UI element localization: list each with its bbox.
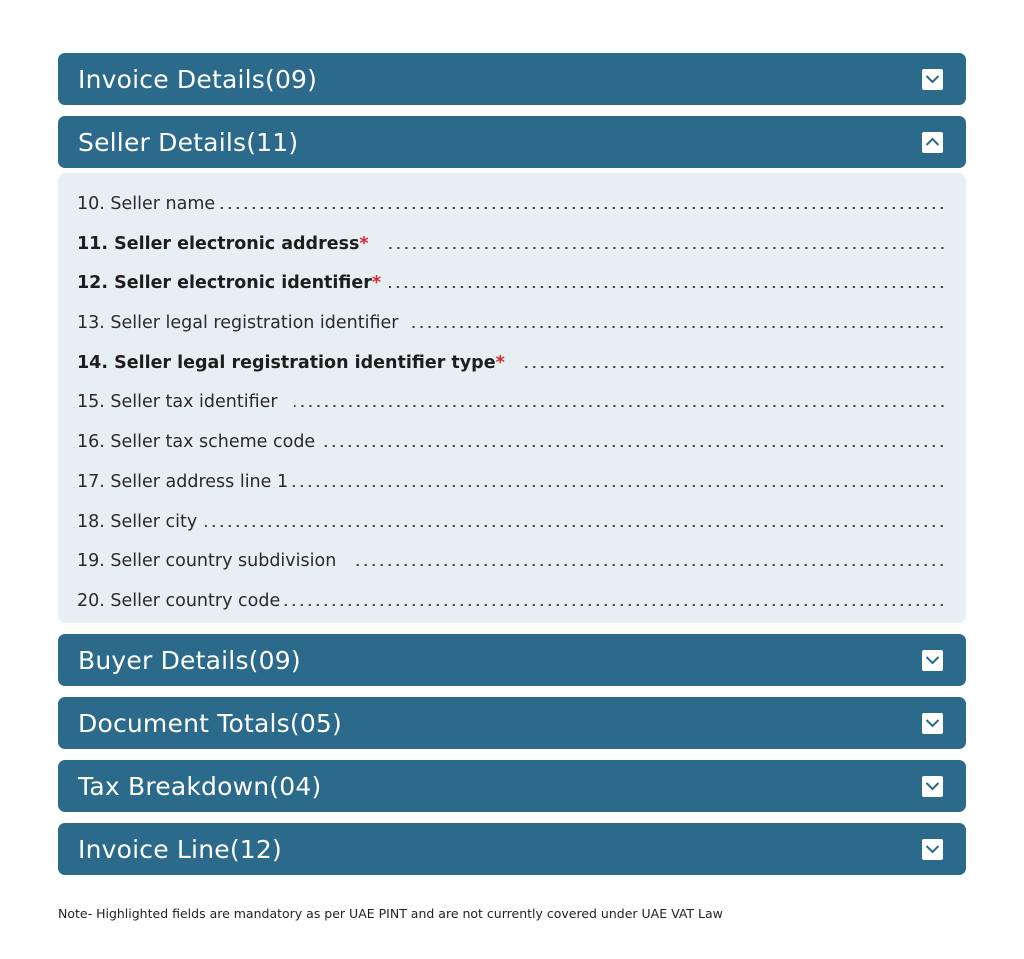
dot-leader — [292, 485, 946, 487]
field-label: 10. Seller name — [77, 194, 216, 214]
dot-leader — [410, 326, 946, 328]
accordion-header-document-totals[interactable] — [58, 697, 966, 749]
dot-leader — [521, 366, 946, 368]
accordion-header-buyer-details[interactable] — [58, 634, 966, 686]
dot-leader — [389, 286, 946, 288]
field-label: 16. Seller tax scheme code — [77, 432, 316, 452]
required-marker: * — [359, 234, 369, 254]
section-title: Invoice Line(12) — [78, 834, 282, 864]
footnote: Note- Highlighted fields are mandatory as per UAE PINT and are not currently covered under UAE VAT Law — [58, 906, 723, 921]
field-row — [77, 428, 946, 452]
field-row — [77, 388, 946, 412]
dot-leader — [389, 247, 946, 249]
accordion-header-tax-breakdown[interactable] — [58, 760, 966, 812]
chevron-down-icon[interactable] — [922, 713, 943, 734]
section-title: Document Totals(05) — [78, 708, 342, 738]
field-row — [77, 309, 946, 333]
field-row — [77, 269, 946, 293]
chevron-up-icon[interactable] — [922, 132, 943, 153]
field-row — [77, 587, 946, 611]
accordion-header-invoice-line[interactable] — [58, 823, 966, 875]
field-label: 13. Seller legal registration identifier — [77, 313, 399, 333]
accordion-header-invoice-details[interactable] — [58, 53, 966, 105]
section-title: Tax Breakdown(04) — [78, 771, 322, 801]
field-row — [77, 468, 946, 492]
dot-leader — [205, 525, 946, 527]
accordion-header-seller-details[interactable] — [58, 116, 966, 168]
dot-leader — [282, 604, 946, 606]
field-row — [77, 547, 946, 571]
field-label: 18. Seller city — [77, 512, 198, 532]
field-label: 14. Seller legal registration identifier type* — [77, 353, 505, 373]
field-label: 20. Seller country code — [77, 591, 281, 611]
field-row — [77, 349, 946, 373]
section-title: Seller Details(11) — [78, 127, 299, 157]
field-label: 19. Seller country subdivision — [77, 551, 337, 571]
field-row — [77, 508, 946, 532]
field-label: 17. Seller address line 1 — [77, 472, 289, 492]
dot-leader — [356, 564, 946, 566]
dot-leader — [294, 405, 946, 407]
field-label: 11. Seller electronic address* — [77, 234, 369, 254]
field-row — [77, 230, 946, 254]
chevron-down-icon[interactable] — [922, 839, 943, 860]
dot-leader — [219, 207, 946, 209]
section-title: Invoice Details(09) — [78, 64, 318, 94]
chevron-down-icon[interactable] — [922, 776, 943, 797]
dot-leader — [319, 445, 946, 447]
chevron-down-icon[interactable] — [922, 650, 943, 671]
seller-details-panel — [58, 173, 966, 623]
required-marker: * — [495, 353, 505, 373]
section-title: Buyer Details(09) — [78, 645, 301, 675]
required-marker: * — [371, 273, 382, 293]
field-label: 15. Seller tax identifier — [77, 392, 278, 412]
chevron-down-icon[interactable] — [922, 69, 943, 90]
field-row — [77, 190, 946, 214]
field-label: 12. Seller electronic identifier* — [77, 273, 382, 293]
